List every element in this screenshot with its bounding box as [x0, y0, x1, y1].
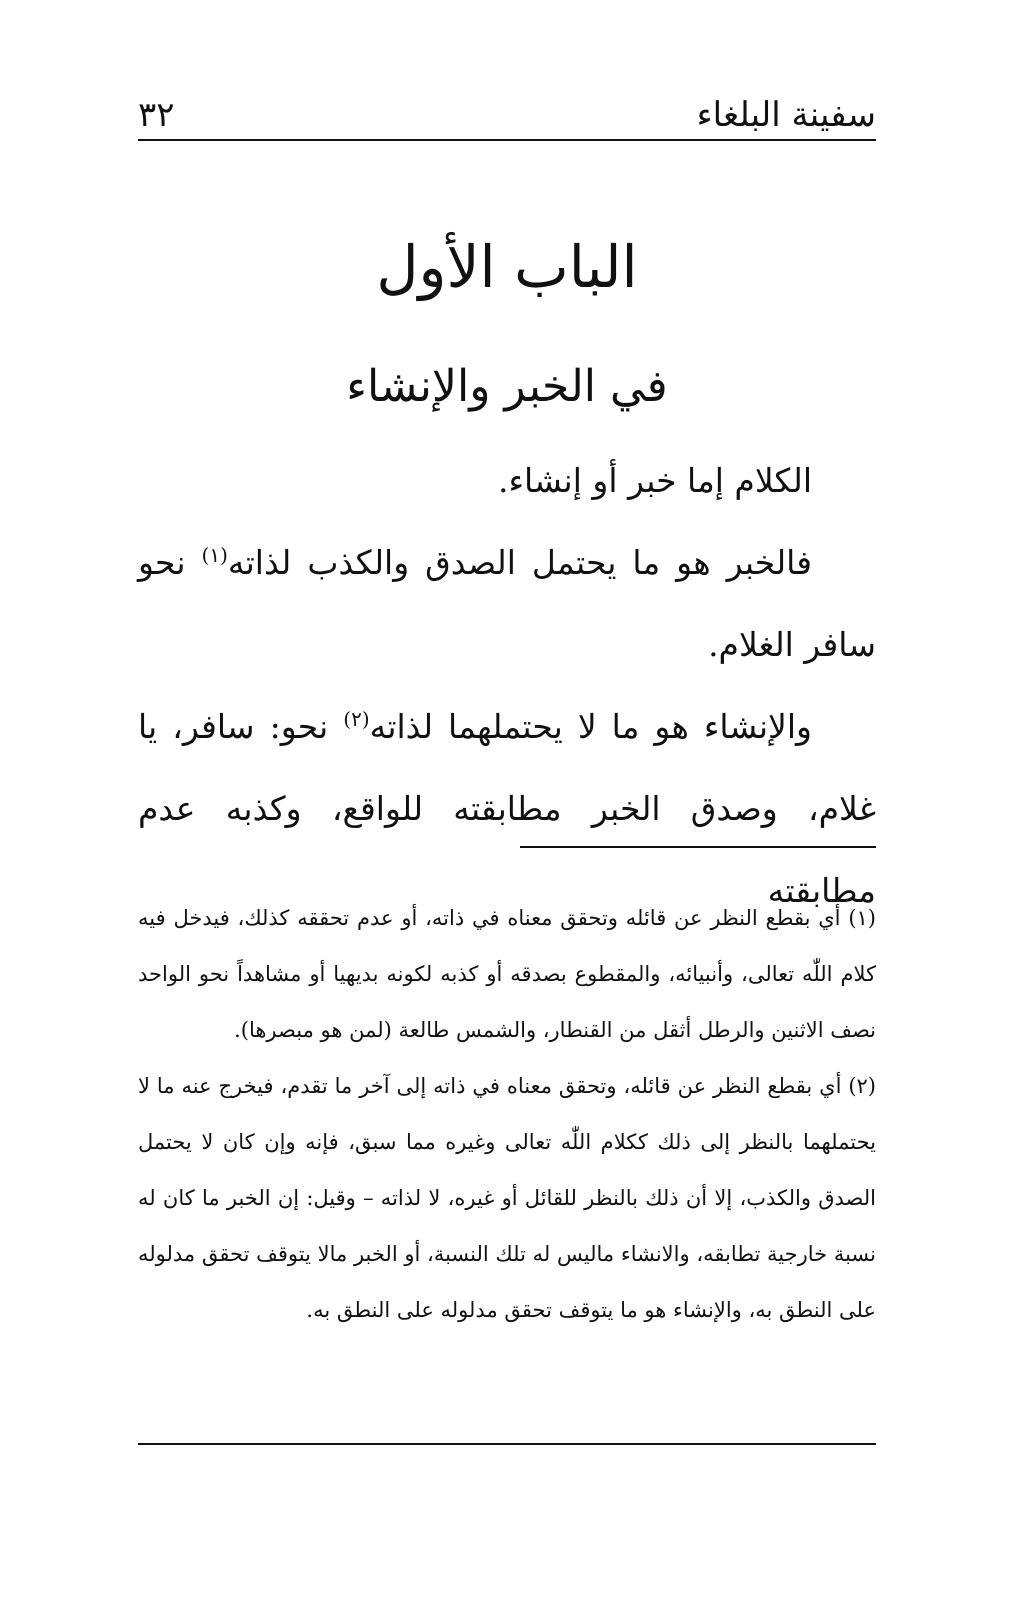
- running-title: سفينة البلغاء: [696, 95, 876, 135]
- footnote-ref-2[interactable]: (٢): [343, 707, 370, 731]
- paragraph-3-text: والإنشاء هو ما لا يحتملهما لذاته: [369, 707, 812, 746]
- footnote-separator: [520, 846, 876, 848]
- bottom-rule: [138, 1443, 876, 1445]
- footnotes: [138, 890, 876, 1338]
- paragraph-2-text-cont: نحو سافر الغلام.: [138, 543, 876, 664]
- page-header: [138, 92, 876, 138]
- chapter-title: الباب الأول: [376, 233, 638, 301]
- paragraph-2-text: فالخبر هو ما يحتمل الصدق والكذب لذاته: [227, 543, 812, 582]
- header-rule: [138, 139, 876, 141]
- paragraph-2: [138, 522, 876, 686]
- footnote-ref-1[interactable]: (١): [201, 543, 228, 567]
- book-page: [138, 0, 876, 1600]
- chapter-subtitle: في الخبر والإنشاء: [346, 361, 668, 412]
- footnote-2: (٢) أي بقطع النظر عن قائله، وتحقق معناه في ذاته إلى آخر ما تقدم، فيخرج عنه ما لا يحتملهما بالنظر إلى ذلك ككلام اللّٰه تعالى وغيره مما سبق، فإنه وإن كان لا يحتمل الصدق والكذب، إلا أن ذلك بالنظر للقائل أو غيره، لا لذاته – وقيل: إن الخبر ما كان له نسبة خارجية تطابقه، والانشاء ماليس له تلك النسبة، أو الخبر مالا يتوقف تحقق مدلوله على النطق به، والإنشاء هو ما يتوقف تحقق مدلوله على النطق به.: [138, 1074, 876, 1322]
- page-number: ٣٢: [138, 95, 175, 135]
- paragraph-1: الكلام إما خبر أو إنشاء.: [498, 461, 812, 500]
- body-text: [138, 440, 876, 932]
- footnote-1: (١) أي بقطع النظر عن قائله وتحقق معناه في ذاته، أو عدم تحققه كذلك، فيدخل فيه كلام اللّٰه تعالى، وأنبيائه، والمقطوع بصدقه أو كذبه لكونه بديهيا أو مشاهداً نحو الواحد نصف الاثنين والرطل أثقل من القنطار، والشمس طالعة (لمن هو مبصرها).: [138, 906, 876, 1042]
- paragraph-3-text-cont: نحو: سافر، يا غلام، وصدق الخبر مطابقته للواقع، وكذبه عدم مطابقته: [138, 707, 876, 910]
